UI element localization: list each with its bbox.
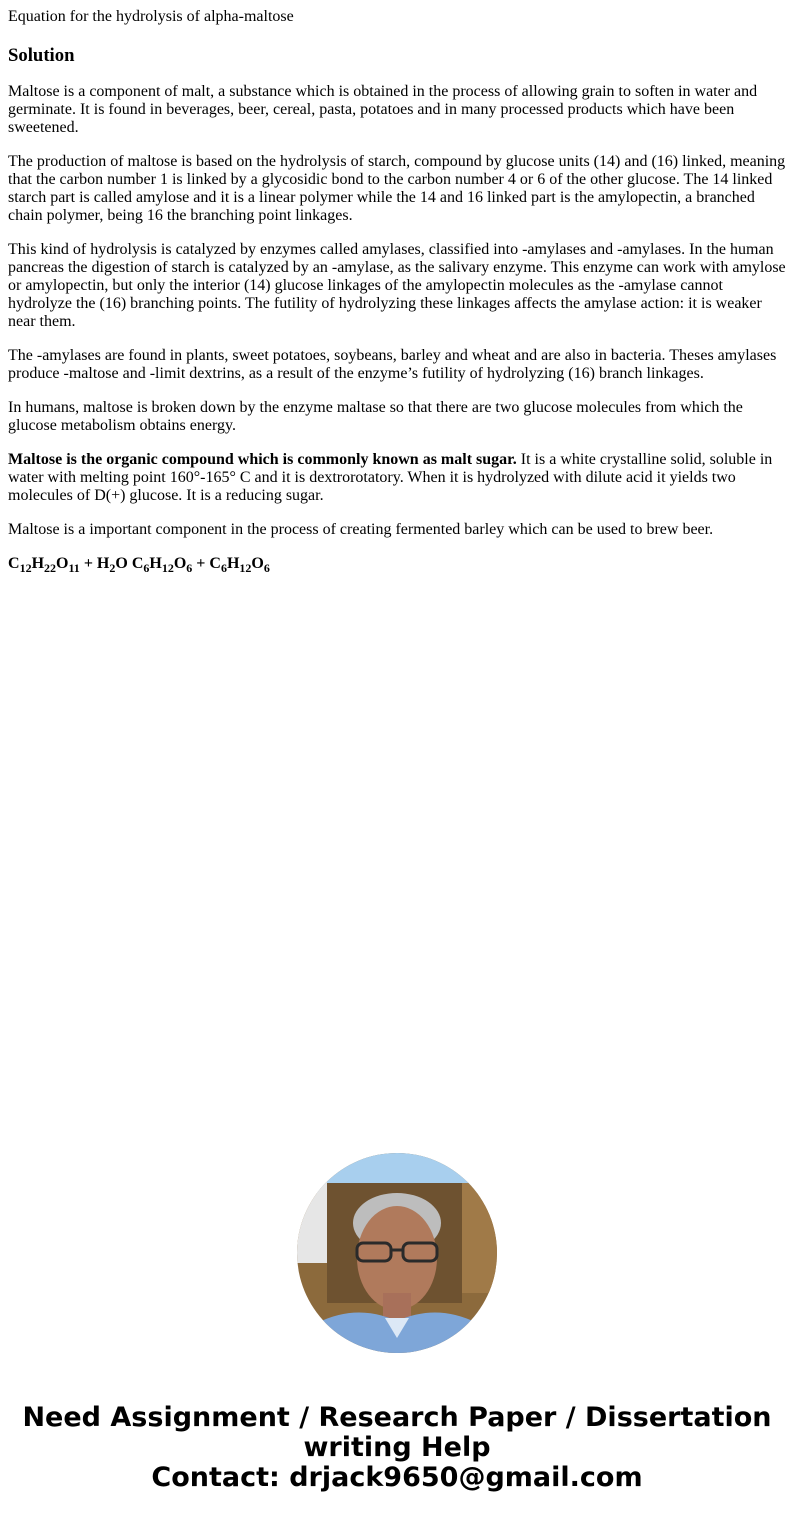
paragraph-beta-amylases: The -amylases are found in plants, sweet potatoes, soybeans, barley and wheat and are also in bacteria. Theses amylases produce -maltose and -limit dextrins, as a result of the enzyme’s futility of hydrolyzing (16) branch linkages.: [8, 347, 777, 382]
footer-contact: [0, 1403, 794, 1493]
hydrolysis-equation: [8, 555, 786, 573]
definition-bold: Maltose is the organic compound which is commonly known as malt sugar.: [8, 451, 517, 468]
equation-term: C: [8, 555, 20, 572]
equation-term: H: [31, 555, 45, 572]
question-title: Equation for the hydrolysis of alpha-maltose: [8, 8, 294, 25]
paragraph-maltase: In humans, maltose is broken down by the enzyme maltase so that there are two glucose molecules from which the glucose metabolism obtains energy.: [8, 399, 743, 434]
equation-subscript: 12: [161, 561, 174, 575]
equation-subscript: 11: [68, 561, 80, 575]
equation-subscript: 12: [19, 561, 32, 575]
equation-term: O: [251, 555, 264, 572]
paragraph-definition: [8, 451, 786, 505]
paragraph-maltose-intro: Maltose is a component of malt, a substance which is obtained in the process of allowing grain to soften in water and germinate. It is found in beverages, beer, cereal, pasta, potatoes and in many processed products which have been sweetened.: [8, 83, 758, 136]
author-photo-icon: [297, 1153, 497, 1353]
equation-subscript: 2: [109, 561, 116, 575]
footer-line-1: Need Assignment / Research Paper / Dissertation: [22, 1402, 772, 1433]
equation-subscript: 22: [44, 561, 57, 575]
equation-subscript: 6: [263, 561, 270, 575]
footer-line-2: writing Help: [303, 1432, 491, 1463]
author-avatar: [297, 1153, 497, 1353]
equation-term: H: [149, 555, 162, 572]
equation-subscript: 6: [220, 561, 227, 575]
equation-term: + H: [79, 555, 110, 572]
equation-term: O: [56, 555, 69, 572]
equation-term: O C: [115, 555, 144, 572]
paragraph-closing: Maltose is a important component in the process of creating fermented barley which can be used to brew beer.: [8, 521, 714, 538]
equation-term: + C: [192, 555, 221, 572]
paragraph-maltose-production: The production of maltose is based on the hydrolysis of starch, compound by glucose units (14) and (16) linked, meaning that the carbon number 1 is linked by a glycosidic bond to the carbon number 4 or 6 of the other glucose. The 14 linked starch part is called amylose and it is a linear polymer while the 14 and 16 linked part is the amylopectin, a branched chain polymer, being 16 the branching point linkages.: [8, 153, 786, 224]
solution-heading: Solution: [8, 45, 75, 66]
paragraph-amylases: This kind of hydrolysis is catalyzed by enzymes called amylases, classified into -amylases and -amylases. In the human pancreas the digestion of starch is catalyzed by an -amylase, as the salivary enzyme. This enzyme can work with amylose or amylopectin, but only the interior (14) glucose linkages of the amylopectin molecules as the -amylase cannot hydrolyze the (16) branching points. The futility of hydrolyzing these linkages affects the amylase action: it is weaker near them.: [8, 241, 786, 330]
footer-contact-email: Contact: drjack9650@gmail.com: [151, 1462, 643, 1493]
equation-subscript: 6: [143, 561, 150, 575]
definition-rest: It is a white crystalline solid, soluble in water with melting point 160°-165° C and it is dextrorotatory. When it is hydrolyzed with dilute acid it yields two molecules of D(+) glucose. It is a reducing sugar.: [8, 451, 773, 504]
equation-term: O: [173, 555, 187, 572]
equation-term: H: [226, 555, 240, 572]
equation-subscript: 6: [186, 561, 193, 575]
equation-subscript: 12: [239, 561, 252, 575]
document-body: [8, 8, 786, 573]
